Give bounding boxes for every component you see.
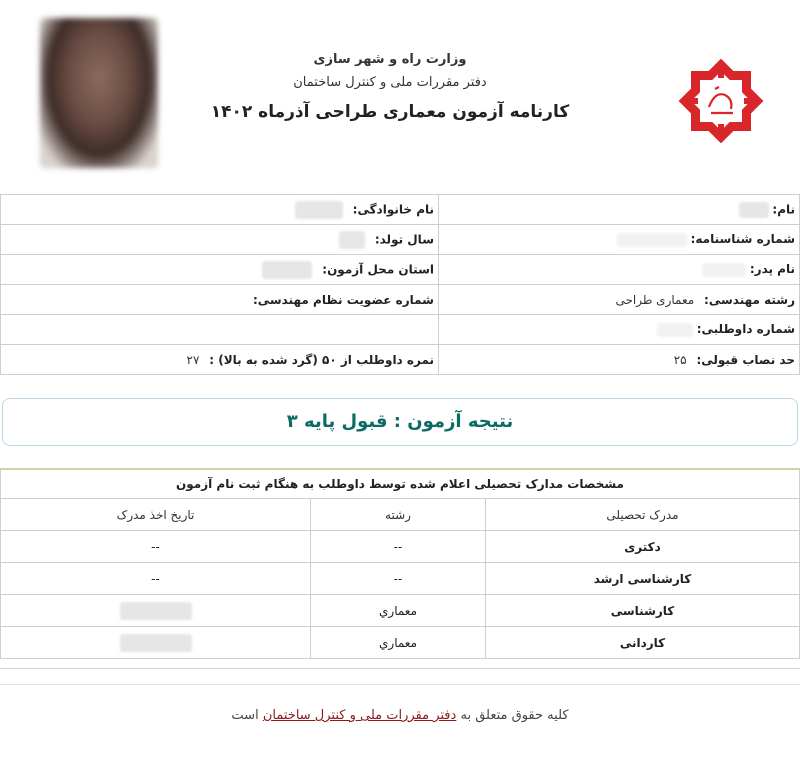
candidate-score-label: نمره داوطلب از ۵۰ (گرد شده به بالا) : [209,352,434,367]
col-field-header: رشته [311,499,486,531]
info-row [1,285,800,315]
info-row [1,195,800,225]
exam-province-label: استان محل آزمون: [322,262,434,276]
divider [0,684,800,685]
footer-prefix: کلیه حقوق متعلق به [460,708,569,723]
last-name-label: نام خانوادگی: [352,202,434,216]
table-row [1,595,800,627]
info-row [1,255,800,285]
degree-cell: دکتری [486,531,800,563]
candidate-info-table [0,194,800,375]
date-cell: -- [1,563,311,595]
id-number-label: شماره شناسنامه: [690,232,795,247]
footer-suffix: است [231,708,259,723]
report-title: کارنامه آزمون معماری طراحی آذرماه ۱۴۰۲ [210,102,570,122]
education-table [0,468,800,659]
ministry-name: وزارت راه و شهر سازی [313,52,467,67]
pass-threshold-label: حد نصاب قبولی: [696,352,795,367]
header-titles [200,52,580,122]
table-row [1,563,800,595]
first-name-label: نام: [772,202,795,216]
last-name-value-redacted [295,201,343,219]
candidate-number-value-redacted [657,323,693,337]
exam-result-text: نتیجه آزمون : قبول پایه ۳ [286,411,514,432]
id-number-value-redacted [617,233,687,247]
engineering-field-label: رشته مهندسی: [704,292,795,307]
birth-year-label: سال تولد: [374,232,434,246]
engineering-field-value: معماری طراحی [615,292,695,307]
ministry-logo [676,56,766,146]
date-cell [1,627,311,659]
info-row [1,345,800,375]
education-caption: مشخصات مدارک تحصیلی اعلام شده توسط داوطلب به هنگام ثبت نام آزمون [1,469,800,499]
exam-result-box [2,398,798,446]
father-name-label: نام پدر: [749,262,795,277]
report-header [0,0,800,190]
exam-province-value-redacted [262,261,312,279]
education-header-row [1,499,800,531]
education-caption-row [1,469,800,499]
first-name-value-redacted [739,202,769,218]
degree-cell: کارشناسی ارشد [486,563,800,595]
divider [0,668,800,669]
field-cell: -- [311,563,486,595]
degree-cell: کاردانی [486,627,800,659]
empty-cell [1,315,439,345]
date-cell: -- [1,531,311,563]
office-name: دفتر مقررات ملی و کنترل ساختمان [293,75,487,90]
candidate-score-value: ۲۷ [186,352,200,367]
date-value-redacted [120,602,192,620]
birth-year-value-redacted [339,231,365,249]
father-name-value-redacted [702,263,746,277]
date-value-redacted [120,634,192,652]
table-row [1,627,800,659]
degree-cell: کارشناسی [486,595,800,627]
membership-number-label: شماره عضویت نظام مهندسی: [252,292,434,307]
date-cell [1,595,311,627]
footer-copyright [0,708,800,723]
field-cell: -- [311,531,486,563]
candidate-number-label: شماره داوطلبی: [696,322,795,337]
info-row [1,225,800,255]
field-cell: معماري [311,595,486,627]
col-date-header: تاریخ اخذ مدرک [1,499,311,531]
field-cell: معماري [311,627,486,659]
col-degree-header: مدرک تحصیلی [486,499,800,531]
pass-threshold-value: ۲۵ [673,352,687,367]
table-row [1,531,800,563]
footer-office-link[interactable]: دفتر مقررات ملی و کنترل ساختمان [262,708,457,723]
candidate-photo [40,18,158,168]
info-row [1,315,800,345]
